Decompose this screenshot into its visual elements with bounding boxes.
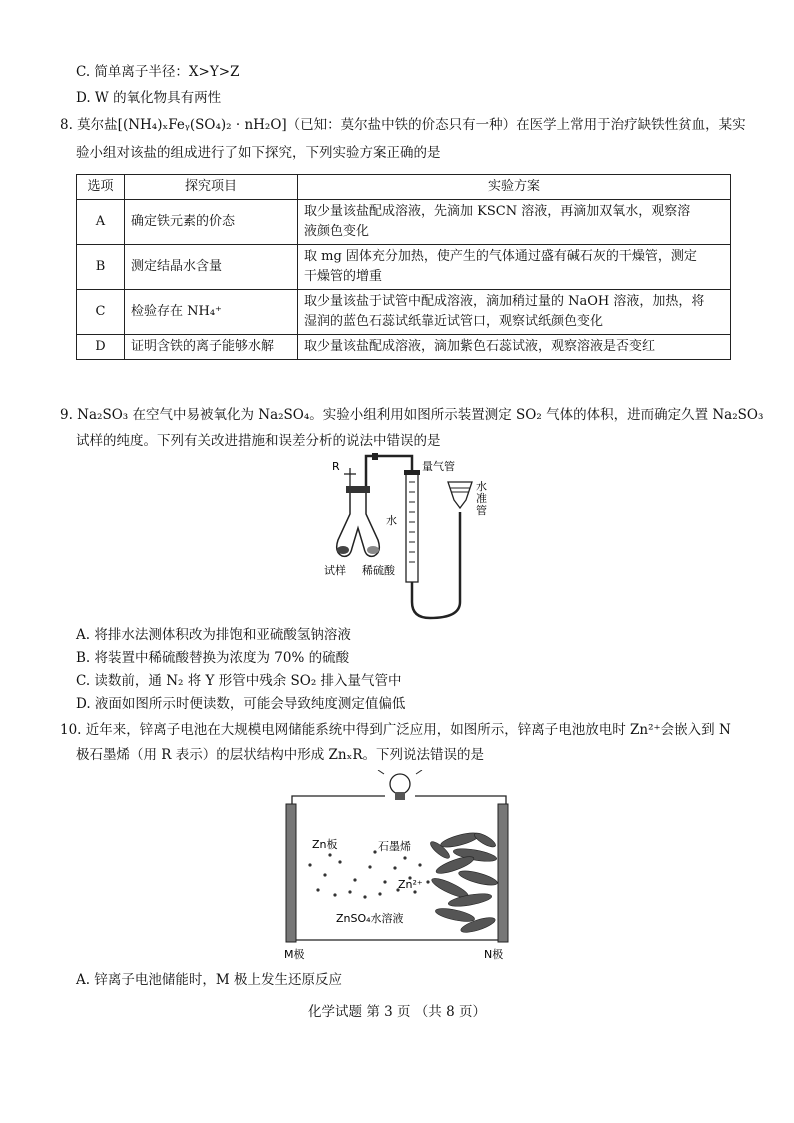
label-znso4-solution: ZnSO₄水溶液 <box>336 912 404 925</box>
sample-solid <box>337 546 349 554</box>
option-c-q7: C. 简单离子半径：X>Y>Z <box>76 64 240 80</box>
label-water: 水 <box>386 514 397 527</box>
table-cell-plan: 取少量该盐配成溶液，滴加紫色石蕊试液，观察溶液是否变红 <box>298 335 731 360</box>
question-8-line2: 验小组对该盐的组成进行了如下探究，下列实验方案正确的是 <box>76 145 441 161</box>
plan-line: 湿润的蓝色石蕊试纸靠近试管口，观察试纸颜色变化 <box>304 314 604 329</box>
table-cell-item: 确定铁元素的价态 <box>125 200 298 245</box>
table-header: 选项 <box>77 175 125 200</box>
table-cell-item: 检验存在 NH₄⁺ <box>125 290 298 335</box>
stopper <box>346 486 370 493</box>
bulb-icon <box>390 774 410 794</box>
dilute-acid <box>367 546 379 554</box>
question-10-line1: 10. 近年来，锌离子电池在大规模电网储能系统中得到广泛应用，如图所示，锌离子电池放电时 Zn²⁺会嵌入到 N <box>60 722 731 738</box>
question-9-line1: 9. Na₂SO₃ 在空气中易被氧化为 Na₂SO₄。实验小组利用如图所示装置测定 SO₂ 气体的体积，进而确定久置 Na₂SO₃ <box>60 407 764 423</box>
table-row <box>77 290 731 335</box>
table-cell-option: B <box>77 245 125 290</box>
plan-line: 液颜色变化 <box>304 224 370 239</box>
label-n-electrode: N极 <box>484 948 504 961</box>
plan-line: 取少量该盐于试管中配成溶液，滴加稍过量的 NaOH 溶液，加热，将 <box>304 294 705 309</box>
table-cell-plan <box>298 290 731 335</box>
experiment-table <box>76 174 731 360</box>
question-8-line1: 8. 莫尔盐[(NH₄)ₓFeᵧ(SO₄)₂ · nH₂O]（已知：莫尔盐中铁的价态只有一种）在医学上常用于治疗缺铁性贫血，某实 <box>60 117 746 133</box>
table-header-row <box>77 175 731 200</box>
zinc-ion-battery-diagram <box>270 770 530 965</box>
label-m-electrode: M极 <box>284 948 305 961</box>
table-header: 探究项目 <box>125 175 298 200</box>
table-row <box>77 245 731 290</box>
q9-option-a: A. 将排水法测体积改为排饱和亚硫酸氢钠溶液 <box>76 627 351 643</box>
q9-option-c: C. 读数前，通 N₂ 将 Y 形管中残余 SO₂ 排入量气管中 <box>76 673 402 689</box>
label-sample: 试样 <box>324 564 346 577</box>
table-row <box>77 335 731 360</box>
label-graphene: 石墨烯 <box>378 840 411 853</box>
q9-option-b: B. 将装置中稀硫酸替换为浓度为 70% 的硫酸 <box>76 650 350 666</box>
table-cell-item: 证明含铁的离子能够水解 <box>125 335 298 360</box>
label-level-tube: 水准管 <box>476 480 487 517</box>
label-gas-burette: 量气管 <box>422 460 455 473</box>
label-dilute-acid: 稀硫酸 <box>362 564 395 577</box>
question-10-line2: 极石墨烯（用 R 表示）的层状结构中形成 ZnₓR。下列说法错误的是 <box>76 747 484 763</box>
gas-burette <box>406 472 418 582</box>
table-row <box>77 200 731 245</box>
graphene-layers <box>428 830 498 935</box>
label-zn-plate: Zn板 <box>312 838 338 851</box>
gas-measurement-apparatus <box>320 452 500 622</box>
table-cell-item: 测定结晶水含量 <box>125 245 298 290</box>
plan-line: 干燥管的增重 <box>304 269 383 284</box>
question-9-line2: 试样的纯度。下列有关改进措施和误差分析的说法中错误的是 <box>76 433 441 449</box>
table-cell-plan <box>298 245 731 290</box>
table-header: 实验方案 <box>298 175 731 200</box>
table-cell-plan <box>298 200 731 245</box>
plan-line: 取少量该盐配成溶液，先滴加 KSCN 溶液，再滴加双氧水，观察溶 <box>304 204 691 219</box>
graphene-electrode <box>498 804 508 942</box>
zn-electrode <box>286 804 296 942</box>
plan-line: 取 mg 固体充分加热，使产生的气体通过盛有碱石灰的干燥管，测定 <box>304 249 697 264</box>
label-zn-ion: Zn²⁺ <box>398 878 423 891</box>
table-cell-option: D <box>77 335 125 360</box>
option-d-q7: D. W 的氧化物具有两性 <box>76 90 222 106</box>
zn-ions <box>308 850 429 898</box>
leveling-tube <box>448 482 472 508</box>
table-cell-option: A <box>77 200 125 245</box>
table-cell-option: C <box>77 290 125 335</box>
q10-option-a: A. 锌离子电池储能时，M 极上发生还原反应 <box>76 972 342 988</box>
label-r: R <box>332 460 340 473</box>
q9-option-d: D. 液面如图所示时便读数，可能会导致纯度测定值偏低 <box>76 696 406 712</box>
page-footer: 化学试题 第 3 页 （共 8 页） <box>308 1004 486 1020</box>
